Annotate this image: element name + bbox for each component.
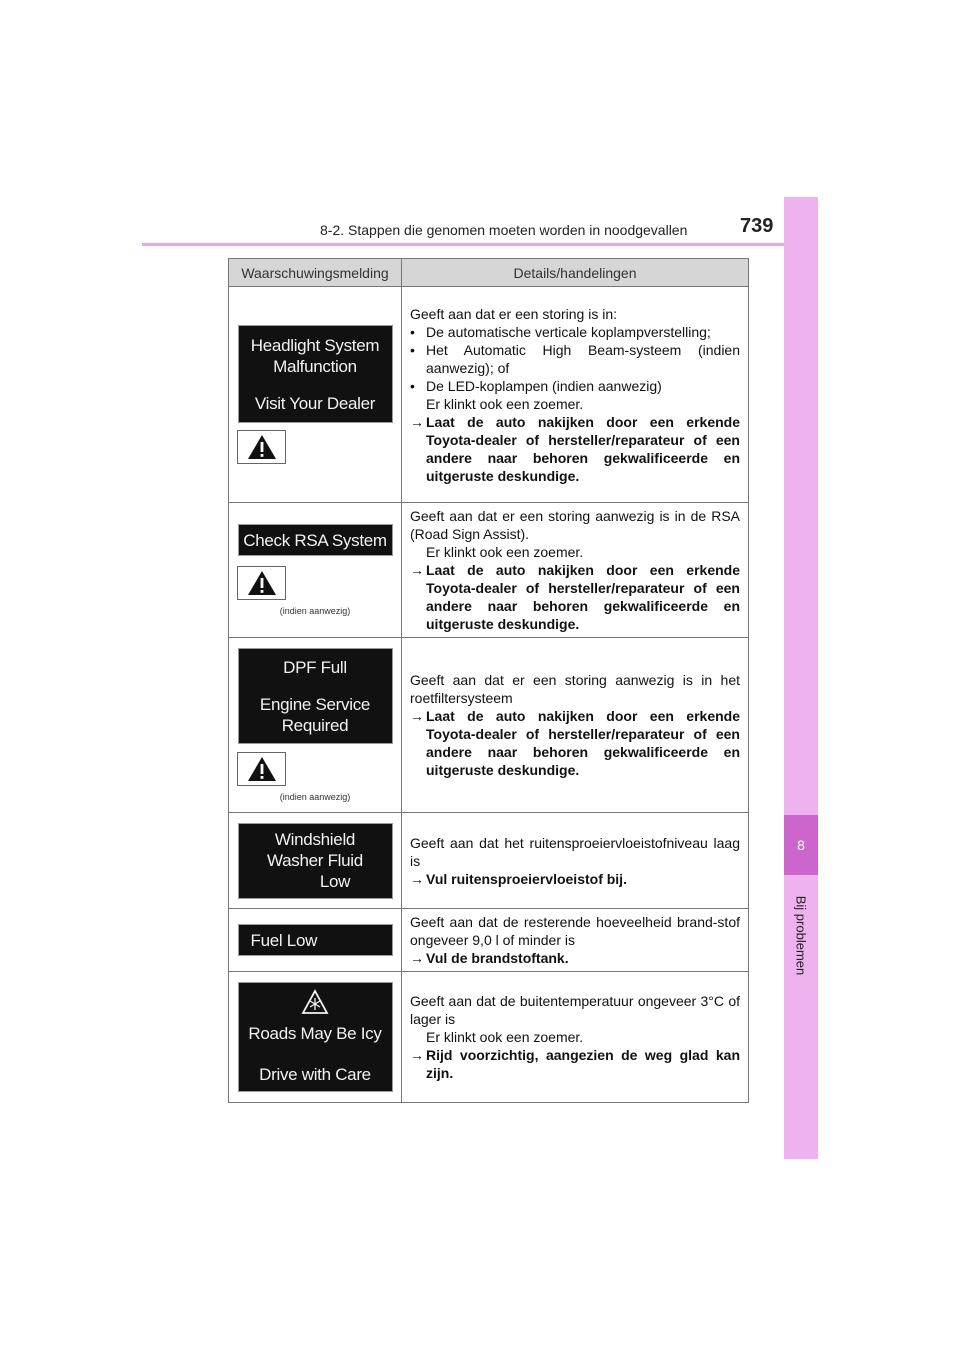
screen-line: Fuel Low	[250, 930, 318, 950]
header-warning-message: Waarschuwingsmelding	[229, 259, 402, 286]
arrow-icon: →	[410, 870, 424, 887]
table-row	[229, 638, 748, 813]
screen-line: Washer Fluid	[267, 851, 363, 870]
display-screen	[238, 924, 393, 956]
bullet-item: • Het Automatic High Beam-systeem (indien aanwezig); of	[410, 341, 740, 376]
table-row	[229, 909, 748, 972]
table-header	[229, 259, 748, 287]
details-cell	[402, 909, 748, 971]
action-instruction: → Laat de auto nakijken door een erkende Toyota-dealer of hersteller/reparateur of een andere naar behoren gekwalificeerde en uitgeruste deskundige.	[410, 413, 740, 484]
arrow-icon: →	[410, 413, 424, 430]
description: Geeft aan dat de buitentemperatuur ongeveer 3°C of lager is	[410, 993, 740, 1027]
action-instruction: → Rijd voorzichtig, aangezien de weg glad kan zijn.	[410, 1047, 740, 1081]
warning-cell	[229, 287, 402, 502]
action-instruction: → Laat de auto nakijken door een erkende Toyota-dealer of hersteller/reparateur of een andere naar behoren gekwalificeerde en uitgeruste deskundige.	[410, 708, 740, 778]
display-screen	[238, 524, 393, 556]
screen-line: Engine Service	[259, 694, 371, 714]
details-cell	[402, 503, 748, 637]
description: Geeft aan dat het ruitensproeiervloeistofniveau laag is	[410, 834, 740, 869]
screen-line: DPF Full	[283, 657, 347, 677]
table-row	[229, 503, 748, 638]
warning-cell	[229, 972, 402, 1102]
display-screen	[238, 648, 393, 744]
details-cell	[402, 287, 748, 502]
details-cell	[402, 972, 748, 1102]
action-instruction: → Vul de brandstoftank.	[410, 950, 569, 966]
screen-line: Visit Your Dealer	[254, 393, 376, 413]
screen-line: Low	[319, 872, 351, 891]
header-divider	[142, 243, 818, 246]
bullet-mark: •	[410, 377, 415, 394]
warning-triangle-icon	[237, 566, 286, 600]
screen-line: Check RSA System	[243, 530, 387, 550]
warning-triangle-icon	[237, 752, 286, 786]
table-row	[229, 813, 748, 909]
buzzer-note: Er klinkt ook een zoemer.	[426, 544, 584, 560]
description: Geeft aan dat er een storing is in:	[410, 305, 618, 322]
section-header: 8-2. Stappen die genomen moeten worden in noodgevallen	[320, 222, 688, 238]
screen-line: Malfunction	[273, 356, 357, 376]
header-details: Details/handelingen	[513, 264, 637, 281]
bullet-mark: •	[410, 323, 415, 340]
display-screen	[238, 325, 393, 423]
action-instruction: → Vul ruitensproeiervloeistof bij.	[410, 870, 627, 887]
display-screen	[238, 823, 393, 899]
warning-cell	[229, 503, 402, 637]
display-screen	[238, 982, 393, 1092]
warning-cell	[229, 638, 402, 812]
buzzer-note: Er klinkt ook een zoemer.	[426, 1029, 584, 1045]
screen-line: Roads May Be Icy	[248, 1024, 382, 1043]
page-number: 739	[740, 215, 774, 237]
arrow-icon: →	[410, 1047, 424, 1063]
table-row	[229, 287, 748, 503]
availability-note: (indien aanwezig)	[279, 606, 351, 616]
details-cell	[402, 813, 748, 908]
warning-cell	[229, 909, 402, 971]
table-row	[229, 972, 748, 1102]
bullet-item: • De LED-koplampen (indien aanwezig)	[410, 377, 662, 394]
chapter-title-text: Bij problemen	[793, 895, 809, 975]
arrow-icon: →	[410, 950, 424, 966]
description: Geeft aan dat er een storing aanwezig is in de RSA (Road Sign Assist).	[410, 508, 740, 542]
details-cell	[402, 638, 748, 812]
screen-line: Drive with Care	[259, 1065, 371, 1084]
bullet-item: • De automatische verticale koplampverstelling;	[410, 323, 711, 340]
snowflake-triangle-icon	[301, 989, 329, 1017]
description: Geeft aan dat de resterende hoeveelheid brand-stof ongeveer 9,0 l of minder is	[410, 914, 740, 948]
warning-cell	[229, 813, 402, 908]
chapter-title	[784, 880, 818, 990]
screen-line: Headlight System	[250, 335, 380, 355]
availability-note: (indien aanwezig)	[279, 792, 351, 802]
screen-line: Required	[281, 715, 349, 735]
arrow-icon: →	[410, 708, 424, 724]
description: Geeft aan dat er een storing aanwezig is in het roetfiltersysteem	[410, 672, 740, 706]
chapter-side-tab	[784, 197, 818, 1159]
arrow-icon: →	[410, 562, 424, 578]
chapter-number-box: 8	[784, 815, 818, 875]
warning-triangle-icon	[237, 430, 286, 464]
action-instruction: → Laat de auto nakijken door een erkende Toyota-dealer of hersteller/reparateur of een andere naar behoren gekwalificeerde en uitgeruste deskundige.	[410, 562, 740, 632]
buzzer-note: Er klinkt ook een zoemer.	[426, 395, 584, 412]
warning-table	[228, 258, 749, 1103]
screen-line: Windshield	[274, 830, 356, 849]
bullet-mark: •	[410, 341, 415, 358]
